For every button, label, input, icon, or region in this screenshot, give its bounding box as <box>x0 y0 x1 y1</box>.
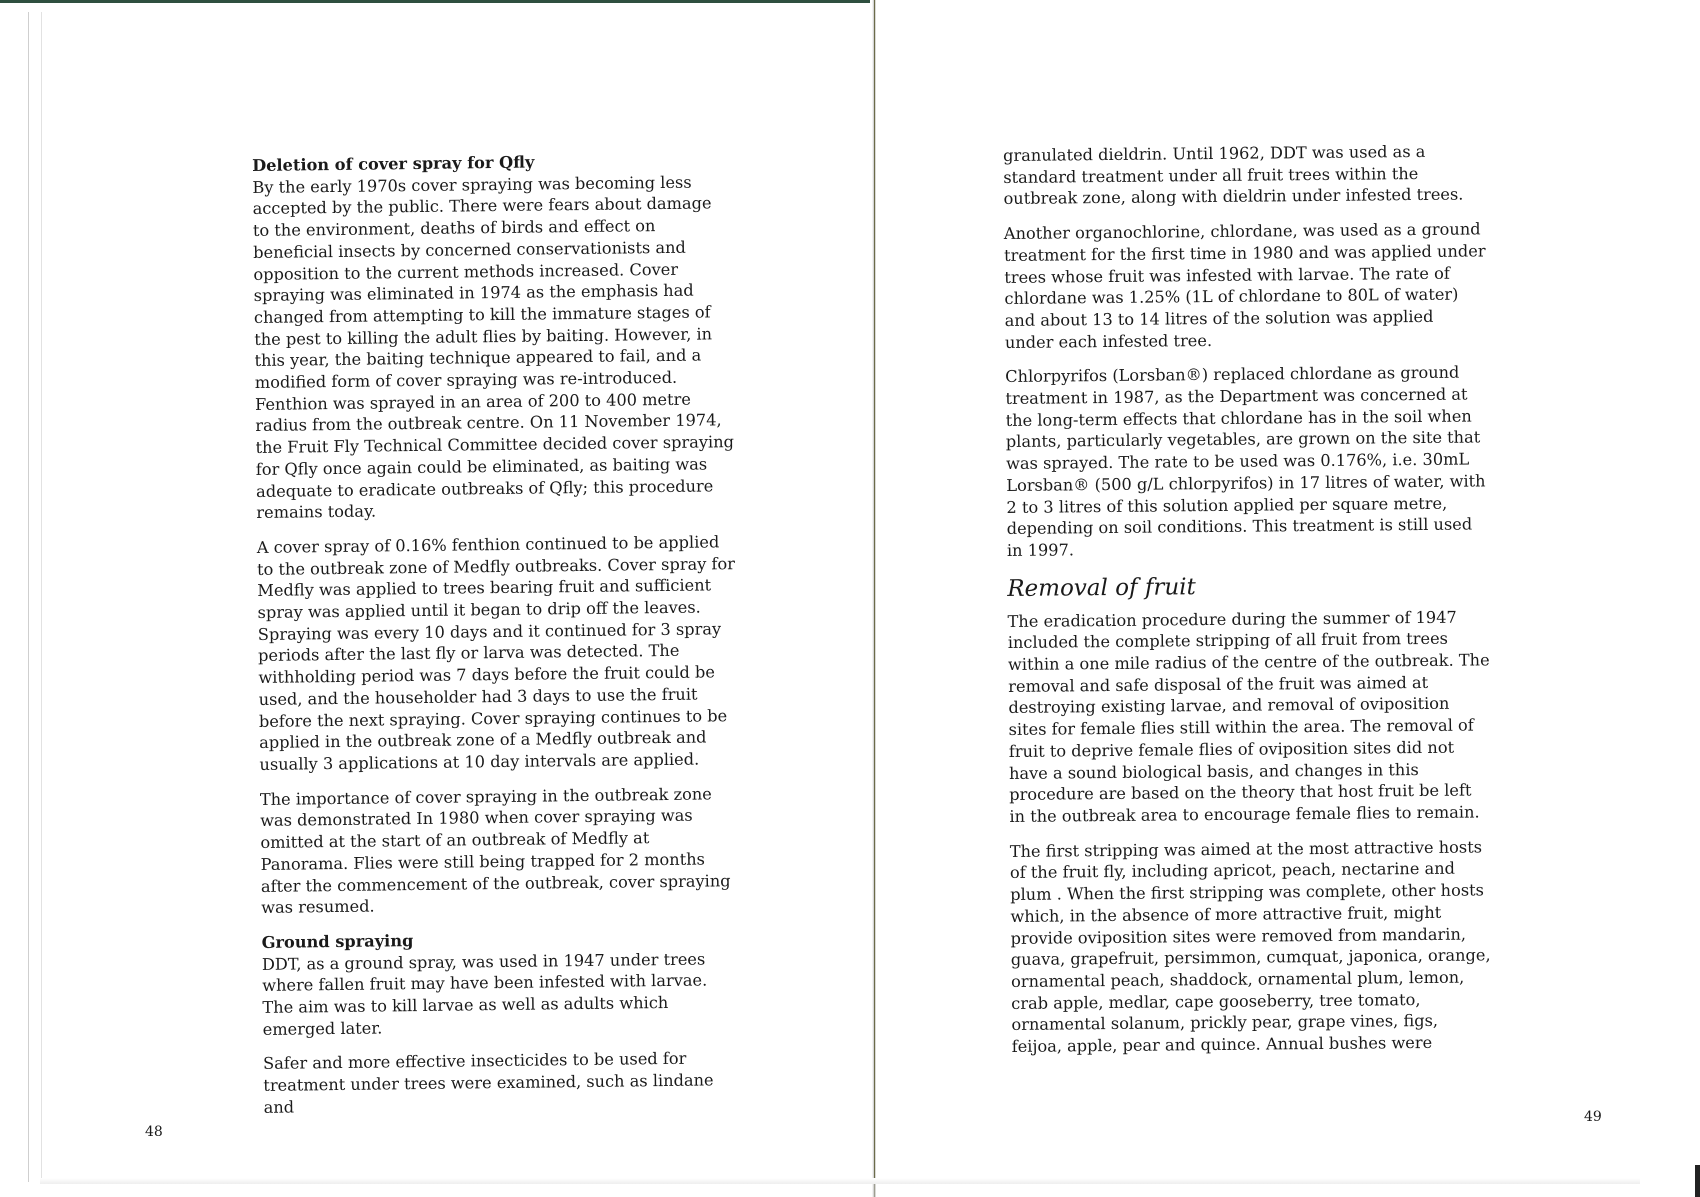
paragraph: DDT, as a ground spray, was used in 1947 under trees where fallen fruit may have been infested with larvae. The aim was to kill larvae as well as adults which emerged later. <box>261 949 708 1039</box>
section-title-removal-of-fruit: Removal of fruit <box>1007 573 1196 602</box>
paragraph: The first stripping was aimed at the most attractive hosts of the fruit fly, including apricot, peach, nectarine and plum . When the first stripping was complete, other hosts which, in the absence of more attractive fruit, might provide oviposition sites were removed from mandarin, guava, grapefruit, persimmon, cumquat, japonica, orange, ornamental peach, shaddock, ornamental plum, lemon, crab apple, medlar, cape gooseberry, tree tomato, ornamental solanum, prickly pear, grape vines, figs, feijoa, apple, pear and quince. Annual bushes were <box>1009 837 1491 1056</box>
heading-ground-spraying: Ground spraying <box>261 930 414 952</box>
paragraph: Chlorpyrifos (Lorsban®) replaced chlordane as ground treatment in 1987, as the Department was concerned at the long-term effects that chlordane has in the soil when plants, particularly vegetables, are grown on the site that was sprayed. The rate to be used was 0.176%, i.e. 30mL Lorsban® (500 g/L chlorpyrifos) in 17 litres of water, with 2 to 3 litres of this solution applied per square metre, depending on soil conditions. This treatment is still used in 1997. <box>1005 362 1486 560</box>
paragraph: A cover spray of 0.16% fenthion continued to be applied to the outbreak zone of Medfly outbreaks. Cover spray for Medfly was applied to trees bearing fruit and sufficient spray was applied until it began to drip off the leaves. Spraying was every 10 days and it continued for 3 spray periods after the last fly or larva was detected. The withholding period was 7 days before the fruit could be used, and the householder had 3 days to use the fruit before the next spraying. Cover spraying continues to be applied in the outbreak zone of a Medfly outbreak and usually 3 applications at 10 day intervals are applied. <box>256 532 736 774</box>
top-edge-stripe <box>0 0 870 3</box>
right-page-text <box>1003 140 1494 1070</box>
stacked-page-edges <box>28 12 42 1182</box>
heading-deletion-cover-spray: Deletion of cover spray for Qfly <box>252 152 535 175</box>
paragraph: The importance of cover spraying in the outbreak zone was demonstrated In 1980 when cover spraying was omitted at the start of an outbreak of Medfly at Panorama. Flies were still being trapped for 2 months after the commencement of the outbreak, cover spraying was resumed. <box>259 784 731 918</box>
gutter-line <box>874 0 875 1180</box>
paragraph: Safer and more effective insecticides to be used for treatment under trees were examined, such as lindane and <box>262 1049 714 1117</box>
left-page-text <box>252 149 744 1131</box>
page-number-right: 49 <box>1584 1109 1602 1125</box>
paragraph: By the early 1970s cover spraying was becoming less accepted by the public. There were fears about damage to the environment, deaths of birds and effect on beneficial insects by concerned conservationists and opposition to the current methods increased. Cover spraying was eliminated in 1974 as the emphasis had changed from attempting to kill the immature stages of the pest to killing the adult flies by baiting. However, in this year, the baiting technique appeared to fail, and a modified form of cover spraying was re-introduced. Fenthion was sprayed in an area of 200 to 400 metre radius from the outbreak centre. On 11 November 1974, the Fruit Fly Technical Committee decided cover spraying for Qfly once again could be eliminated, as baiting was adequate to eradicate outbreaks of Qfly; this procedure remains today. <box>252 172 735 523</box>
bottom-shadow <box>40 1178 1640 1184</box>
page-number-left: 48 <box>145 1124 163 1140</box>
paragraph: The eradication procedure during the summer of 1947 included the complete stripping of all fruit from trees within a one mile radius of the centre of the outbreak. The removal and safe disposal of the fruit was aimed at destroying existing larvae, and removal of oviposition sites for female flies still within the area. The removal of fruit to deprive female flies of oviposition sites did not have a sound biological basis, and changes in this procedure are based on the theory that host fruit be left in the outbreak area to encourage female flies to remain. <box>1007 607 1490 826</box>
right-edge-mark <box>1695 1165 1700 1197</box>
paragraph: granulated dieldrin. Until 1962, DDT was used as a standard treatment under all fruit trees within the outbreak zone, along with dieldrin under infested trees. <box>1003 141 1464 209</box>
paragraph: Another organochlorine, chlordane, was used as a ground treatment for the first time in 1980 and was applied under trees whose fruit was infested with larvae. The rate of chlordane was 1.25% (1L of chlordane to 80L of water) and about 13 to 14 litres of the solution was applied under each infested tree. <box>1003 219 1486 352</box>
